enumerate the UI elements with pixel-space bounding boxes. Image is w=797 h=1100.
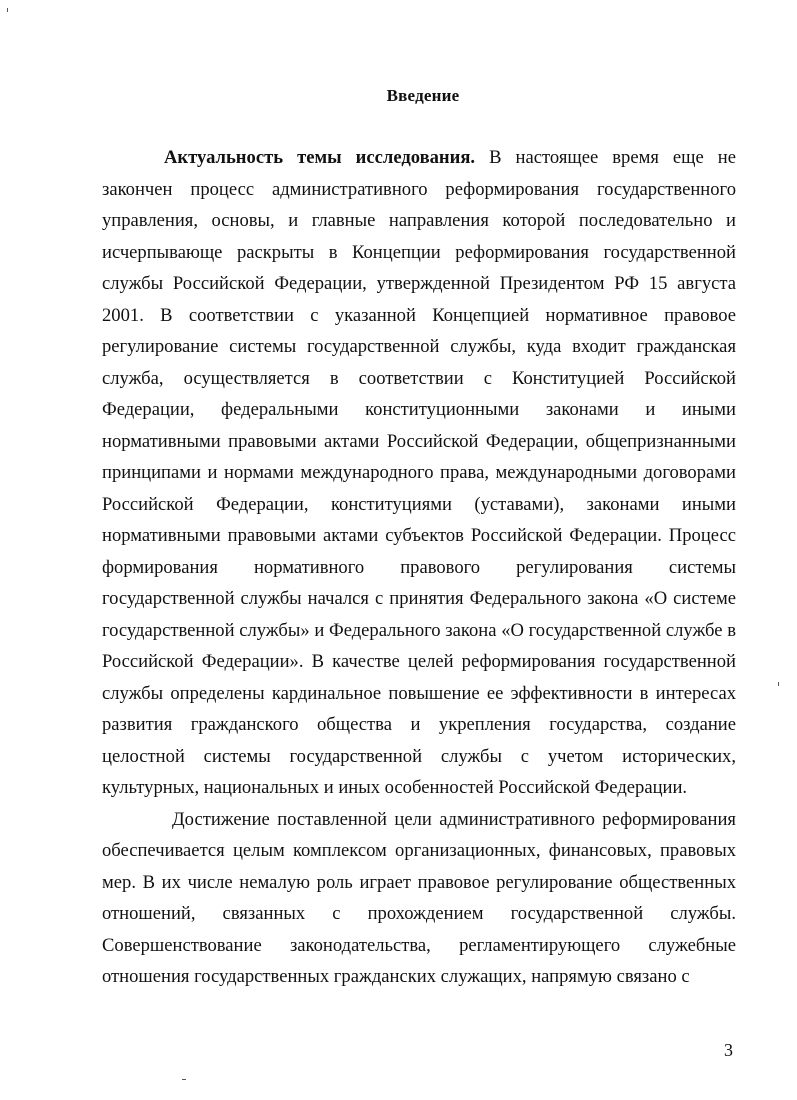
section-title: Введение — [386, 86, 460, 105]
page-number: 3 — [724, 1040, 733, 1060]
body-text — [102, 142, 736, 993]
paragraph-text: В настоящее время еще не закончен процесс административного реформирования государственного управления, основы, и главные направления которой последовательно и исчерпывающе раскрыты в Концепции реформирования государственной службы Российской Федерации, утвержденной Президентом РФ 15 августа 2001. В соответствии с указанной Концепцией нормативное правовое регулирование системы государственной службы, куда входит гражданская служба, осуществляется в соответствии с Конституцией Российской Федерации, федеральными конституционными законами и иными нормативными правовыми актами Российской Федерации, общепризнанными принципами и нормами международного права, международными договорами Российской Федерации, конституциями (уставами), законами иными нормативными правовыми актами субъектов Российской Федерации. Процесс формирования нормативного правового регулирования системы государственной службы начался с принятия Федерального закона «О системе государственной службы» и Федерального закона «О государственной службе в Российской Федерации». В качестве целей реформирования государственной службы определены кардинальное повышение ее эффективности в интересах развития гражданского общества и укрепления государства, создание целостной системы государственной службы с учетом исторических, культурных, национальных и иных особенностей Российской Федерации. — [102, 147, 736, 798]
paragraph-goal: Достижение поставленной цели административного реформирования обеспечивается целым комплексом организационных, финансовых, правовых мер. В их числе немалую роль играет правовое регулирование общественных отношений, связанных с прохождением государственной службы. Совершенствование законодательства, регламентирующего служебные отношения государственных гражданских служащих, напрямую связано с — [102, 808, 736, 987]
paragraph-lead: Актуальность темы исследования. — [164, 147, 476, 168]
scan-speck — [7, 8, 8, 12]
scan-speck — [182, 1079, 186, 1080]
scan-speck — [778, 682, 779, 686]
paragraph-relevance — [102, 142, 736, 804]
